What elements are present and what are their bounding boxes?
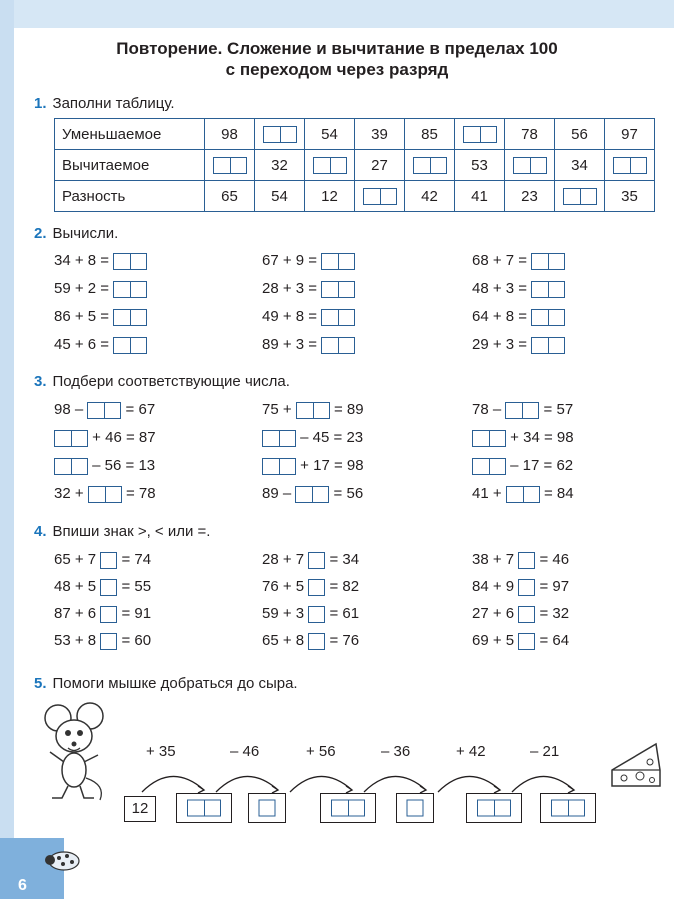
expression-left: 48 + 5 bbox=[54, 578, 97, 595]
sign-box[interactable] bbox=[100, 606, 117, 623]
answer-box[interactable] bbox=[113, 253, 147, 270]
table-cell: 54 bbox=[305, 119, 355, 150]
expression-text: 67 + 9 = bbox=[262, 252, 318, 269]
table-cell[interactable] bbox=[355, 181, 405, 212]
exercise bbox=[262, 278, 355, 300]
expression-right: = 76 bbox=[329, 632, 360, 649]
answer-box[interactable] bbox=[263, 126, 297, 143]
exercise bbox=[54, 250, 147, 272]
answer-box[interactable] bbox=[187, 800, 221, 817]
task1-number: 1. bbox=[34, 95, 47, 112]
table-cell[interactable] bbox=[405, 150, 455, 181]
exercise bbox=[54, 630, 151, 652]
expression-right: = 97 bbox=[539, 578, 570, 595]
expression-right: = 82 bbox=[329, 578, 360, 595]
exercise bbox=[262, 427, 363, 449]
exercise bbox=[472, 576, 569, 598]
answer-box[interactable] bbox=[331, 800, 365, 817]
exercise bbox=[262, 603, 359, 625]
expression-right: + 34 = 98 bbox=[510, 429, 574, 446]
answer-box[interactable] bbox=[513, 157, 547, 174]
exercise bbox=[472, 603, 569, 625]
exercise bbox=[472, 549, 569, 571]
exercise bbox=[262, 455, 364, 477]
page-left-edge bbox=[0, 0, 14, 899]
row-label: Вычитаемое bbox=[55, 150, 205, 181]
chain-operation: – 36 bbox=[381, 743, 411, 760]
chain-arrow bbox=[512, 776, 574, 792]
table-cell[interactable] bbox=[455, 119, 505, 150]
table-cell: 65 bbox=[205, 181, 255, 212]
sign-box[interactable] bbox=[518, 552, 535, 569]
exercise bbox=[262, 250, 355, 272]
answer-box[interactable] bbox=[506, 486, 540, 503]
task3-number: 3. bbox=[34, 373, 47, 390]
sign-box[interactable] bbox=[100, 552, 117, 569]
answer-box[interactable] bbox=[613, 157, 647, 174]
expression-left: 32 + bbox=[54, 485, 84, 502]
expression-right: = 64 bbox=[539, 632, 570, 649]
answer-box[interactable] bbox=[321, 253, 355, 270]
expression-text: 48 + 3 = bbox=[472, 280, 528, 297]
title-line-1: Повторение. Сложение и вычитание в пределах 100 bbox=[116, 39, 558, 58]
exercise bbox=[472, 427, 574, 449]
answer-box[interactable] bbox=[472, 430, 506, 447]
exercise bbox=[262, 399, 364, 421]
table-cell[interactable] bbox=[255, 119, 305, 150]
answer-box[interactable] bbox=[531, 281, 565, 298]
exercise bbox=[262, 483, 363, 505]
chain-box[interactable] bbox=[466, 793, 522, 823]
answer-box[interactable] bbox=[531, 337, 565, 354]
exercise bbox=[472, 334, 565, 356]
expression-left: 84 + 9 bbox=[472, 578, 515, 595]
answer-box[interactable] bbox=[551, 800, 585, 817]
expression-right: = 74 bbox=[121, 551, 152, 568]
table-cell: 23 bbox=[505, 181, 555, 212]
chain-box[interactable] bbox=[320, 793, 376, 823]
exercise bbox=[54, 603, 151, 625]
task4-text: Впиши знак >, < или =. bbox=[52, 523, 211, 540]
expression-text: 86 + 5 = bbox=[54, 308, 110, 325]
expression-text: 49 + 8 = bbox=[262, 308, 318, 325]
table-cell: 78 bbox=[505, 119, 555, 150]
chain-operation: + 56 bbox=[306, 743, 336, 760]
ladybug-icon bbox=[42, 847, 82, 871]
exercise bbox=[262, 576, 359, 598]
exercise bbox=[54, 576, 151, 598]
answer-box[interactable] bbox=[262, 430, 296, 447]
answer-box[interactable] bbox=[87, 402, 121, 419]
task2-heading bbox=[34, 226, 118, 241]
answer-box[interactable] bbox=[363, 188, 397, 205]
task3-heading bbox=[34, 374, 290, 389]
task5-number: 5. bbox=[34, 675, 47, 692]
expression-text: 28 + 3 = bbox=[262, 280, 318, 297]
sign-box[interactable] bbox=[518, 579, 535, 596]
page-number: 6 bbox=[18, 877, 27, 894]
table-cell: 98 bbox=[205, 119, 255, 150]
expression-left: 87 + 6 bbox=[54, 605, 97, 622]
sign-box[interactable] bbox=[100, 633, 117, 650]
chain-arrow bbox=[364, 776, 426, 792]
expression-right: = 89 bbox=[333, 401, 364, 418]
expression-text: 29 + 3 = bbox=[472, 336, 528, 353]
page-top-edge bbox=[0, 0, 674, 28]
exercise bbox=[262, 630, 359, 652]
expression-right: – 45 = 23 bbox=[300, 429, 364, 446]
table-cell[interactable] bbox=[605, 150, 655, 181]
exercise bbox=[472, 455, 573, 477]
task1-heading bbox=[34, 96, 175, 111]
expression-right: = 61 bbox=[329, 605, 360, 622]
table-cell: 42 bbox=[405, 181, 455, 212]
sign-box[interactable] bbox=[308, 579, 325, 596]
task5-heading bbox=[34, 676, 298, 691]
task1-table bbox=[54, 118, 655, 212]
chain-box[interactable] bbox=[540, 793, 596, 823]
chain-operation: + 35 bbox=[146, 743, 176, 760]
task5-text: Помоги мышке добраться до сыра. bbox=[52, 675, 298, 692]
expression-right: – 56 = 13 bbox=[92, 457, 156, 474]
expression-left: 78 – bbox=[472, 401, 502, 418]
answer-box[interactable] bbox=[296, 402, 330, 419]
page-title bbox=[40, 38, 634, 81]
expression-left: 53 + 8 bbox=[54, 632, 97, 649]
table-cell: 32 bbox=[255, 150, 305, 181]
answer-box[interactable] bbox=[262, 458, 296, 475]
answer-box[interactable] bbox=[54, 430, 88, 447]
row-label: Уменьшаемое bbox=[55, 119, 205, 150]
chain-box[interactable] bbox=[248, 793, 286, 823]
expression-right: = 56 bbox=[333, 485, 364, 502]
exercise bbox=[54, 399, 155, 421]
answer-box[interactable] bbox=[463, 126, 497, 143]
answer-box[interactable] bbox=[259, 800, 276, 817]
expression-right: + 17 = 98 bbox=[300, 457, 364, 474]
answer-box[interactable] bbox=[477, 800, 511, 817]
expression-right: = 46 bbox=[539, 551, 570, 568]
answer-box[interactable] bbox=[54, 458, 88, 475]
exercise bbox=[472, 250, 565, 272]
expression-left: 76 + 5 bbox=[262, 578, 305, 595]
task1-text: Заполни таблицу. bbox=[52, 95, 175, 112]
expression-left: 69 + 5 bbox=[472, 632, 515, 649]
sign-box[interactable] bbox=[308, 633, 325, 650]
table-cell: 54 bbox=[255, 181, 305, 212]
expression-right: = 60 bbox=[121, 632, 152, 649]
answer-box[interactable] bbox=[472, 458, 506, 475]
table-cell[interactable] bbox=[555, 181, 605, 212]
exercise bbox=[472, 399, 573, 421]
table-cell[interactable] bbox=[305, 150, 355, 181]
expression-right: – 17 = 62 bbox=[510, 457, 574, 474]
expression-right: = 32 bbox=[539, 605, 570, 622]
table-row bbox=[55, 150, 655, 181]
exercise bbox=[262, 549, 359, 571]
task2-number: 2. bbox=[34, 225, 47, 242]
expression-left: 98 – bbox=[54, 401, 84, 418]
expression-right: = 91 bbox=[121, 605, 152, 622]
task2-text: Вычисли. bbox=[52, 225, 119, 242]
expression-right: = 57 bbox=[543, 401, 574, 418]
exercise bbox=[54, 334, 147, 356]
chain-operation: – 21 bbox=[530, 743, 560, 760]
table-cell: 97 bbox=[605, 119, 655, 150]
answer-box[interactable] bbox=[413, 157, 447, 174]
expression-right: + 46 = 87 bbox=[92, 429, 156, 446]
chain-arrow bbox=[142, 776, 204, 792]
table-row bbox=[55, 119, 655, 150]
task3-text: Подбери соответствующие числа. bbox=[52, 373, 290, 390]
answer-box[interactable] bbox=[113, 337, 147, 354]
chain-box[interactable] bbox=[176, 793, 232, 823]
answer-box[interactable] bbox=[505, 402, 539, 419]
exercise bbox=[54, 278, 147, 300]
table-row bbox=[55, 181, 655, 212]
expression-right: = 34 bbox=[329, 551, 360, 568]
answer-box[interactable] bbox=[563, 188, 597, 205]
expression-left: 89 – bbox=[262, 485, 292, 502]
expression-text: 45 + 6 = bbox=[54, 336, 110, 353]
exercise bbox=[262, 334, 355, 356]
exercise bbox=[54, 427, 156, 449]
table-cell: 35 bbox=[605, 181, 655, 212]
expression-right: = 84 bbox=[543, 485, 574, 502]
expression-right: = 55 bbox=[121, 578, 152, 595]
table-cell: 56 bbox=[555, 119, 605, 150]
table-cell: 85 bbox=[405, 119, 455, 150]
expression-text: 64 + 8 = bbox=[472, 308, 528, 325]
table-cell: 53 bbox=[455, 150, 505, 181]
exercise bbox=[54, 455, 155, 477]
expression-left: 27 + 6 bbox=[472, 605, 515, 622]
exercise bbox=[472, 630, 569, 652]
answer-box[interactable] bbox=[531, 253, 565, 270]
expression-text: 89 + 3 = bbox=[262, 336, 318, 353]
chain-arrow bbox=[216, 776, 278, 792]
answer-box[interactable] bbox=[313, 157, 347, 174]
answer-box[interactable] bbox=[113, 309, 147, 326]
sign-box[interactable] bbox=[308, 606, 325, 623]
expression-text: 68 + 7 = bbox=[472, 252, 528, 269]
table-cell: 39 bbox=[355, 119, 405, 150]
sign-box[interactable] bbox=[518, 633, 535, 650]
answer-box[interactable] bbox=[321, 337, 355, 354]
exercise bbox=[262, 306, 355, 328]
table-cell[interactable] bbox=[505, 150, 555, 181]
answer-box[interactable] bbox=[213, 157, 247, 174]
exercise bbox=[54, 549, 151, 571]
chain-operation: – 46 bbox=[230, 743, 260, 760]
expression-left: 41 + bbox=[472, 485, 502, 502]
exercise bbox=[472, 278, 565, 300]
exercise bbox=[54, 306, 147, 328]
table-cell: 12 bbox=[305, 181, 355, 212]
exercise bbox=[54, 483, 156, 505]
task4-heading bbox=[34, 524, 210, 539]
expression-left: 28 + 7 bbox=[262, 551, 305, 568]
answer-box[interactable] bbox=[321, 281, 355, 298]
row-label: Разность bbox=[55, 181, 205, 212]
table-cell: 27 bbox=[355, 150, 405, 181]
sign-box[interactable] bbox=[518, 606, 535, 623]
expression-left: 65 + 8 bbox=[262, 632, 305, 649]
sign-box[interactable] bbox=[308, 552, 325, 569]
exercise bbox=[472, 306, 565, 328]
table-cell: 41 bbox=[455, 181, 505, 212]
expression-left: 59 + 3 bbox=[262, 605, 305, 622]
chain-start-box: 12 bbox=[124, 796, 156, 822]
answer-box[interactable] bbox=[88, 486, 122, 503]
chain-operation: + 42 bbox=[456, 743, 486, 760]
sign-box[interactable] bbox=[100, 579, 117, 596]
title-line-2: с переходом через разряд bbox=[225, 60, 449, 80]
answer-box[interactable] bbox=[295, 486, 329, 503]
expression-left: 38 + 7 bbox=[472, 551, 515, 568]
answer-box[interactable] bbox=[407, 800, 424, 817]
expression-left: 75 + bbox=[262, 401, 292, 418]
chain-box[interactable] bbox=[396, 793, 434, 823]
mouse-illustration-icon bbox=[40, 700, 110, 805]
chain-arrow bbox=[290, 776, 352, 792]
expression-right: = 78 bbox=[125, 485, 156, 502]
exercise bbox=[472, 483, 574, 505]
answer-box[interactable] bbox=[531, 309, 565, 326]
expression-right: = 67 bbox=[125, 401, 156, 418]
expression-text: 34 + 8 = bbox=[54, 252, 110, 269]
expression-left: 65 + 7 bbox=[54, 551, 97, 568]
answer-box[interactable] bbox=[321, 309, 355, 326]
chain-arrow bbox=[438, 776, 500, 792]
expression-text: 59 + 2 = bbox=[54, 280, 110, 297]
table-cell[interactable] bbox=[205, 150, 255, 181]
answer-box[interactable] bbox=[113, 281, 147, 298]
table-cell: 34 bbox=[555, 150, 605, 181]
task4-number: 4. bbox=[34, 523, 47, 540]
cheese-icon bbox=[608, 740, 664, 790]
